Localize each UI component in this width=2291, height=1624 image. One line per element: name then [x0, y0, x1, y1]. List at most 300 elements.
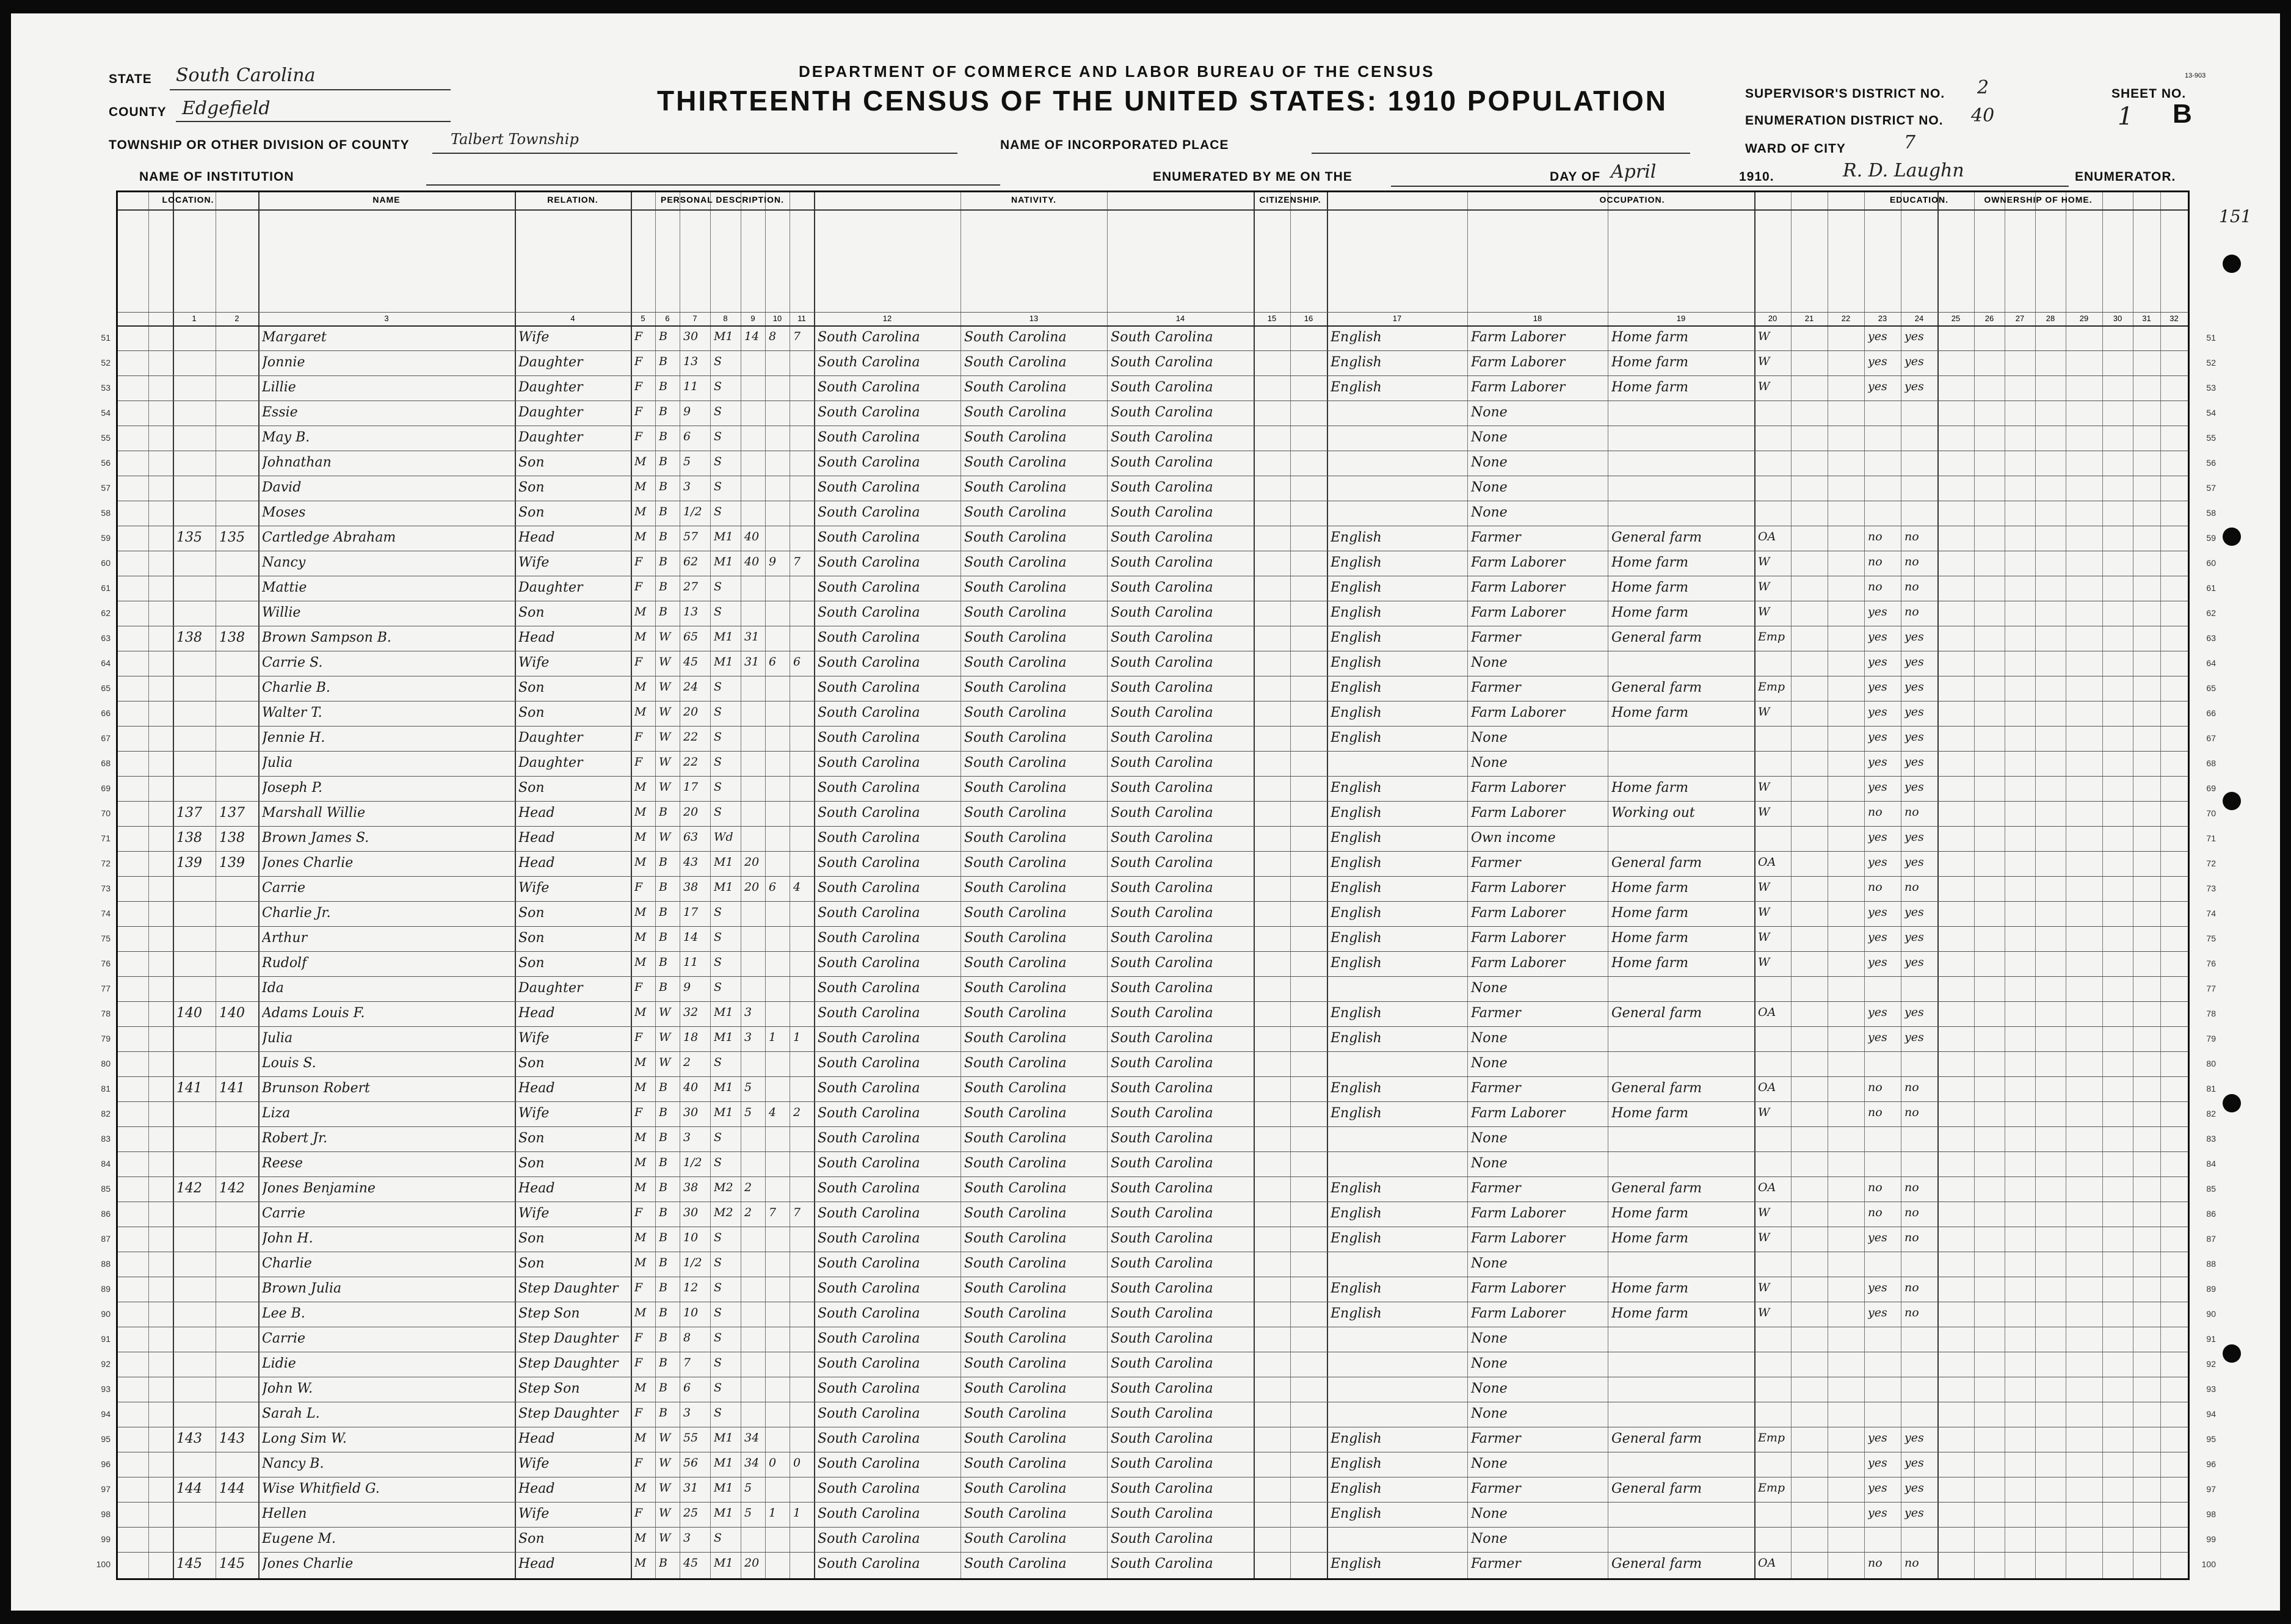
cell-yrs: 3 [744, 1006, 752, 1019]
cell-trade: None [1471, 1156, 1508, 1171]
cell-read: no [1868, 1106, 1883, 1119]
cell-sex: M [634, 1006, 647, 1019]
cell-read: no [1868, 580, 1883, 593]
cell-race: W [659, 680, 671, 694]
line-number: 54 [101, 408, 111, 418]
cell-pob: South Carolina [818, 505, 920, 520]
cell-race: B [659, 1131, 667, 1144]
cell-ind: General farm [1611, 1181, 1702, 1196]
cell-pob: South Carolina [818, 1406, 920, 1421]
cell-race: B [659, 1181, 667, 1194]
sheet-value: 1 [2118, 103, 2133, 131]
cell-mar: S [714, 405, 722, 418]
cell-pob: South Carolina [818, 981, 920, 996]
cell-trade: Farmer [1471, 1081, 1521, 1096]
cell-pob: South Carolina [818, 1106, 920, 1121]
line-number-right: 79 [2206, 1034, 2216, 1043]
cell-write: yes [1904, 705, 1924, 719]
column-number: 15 [1267, 314, 1277, 323]
cell-fam: 144 [219, 1481, 245, 1496]
cell-ind: Home farm [1611, 1206, 1688, 1221]
row-divider [118, 1076, 2188, 1077]
cell-race: W [659, 1481, 671, 1495]
cell-mar: S [714, 981, 722, 994]
cell-pob: South Carolina [818, 905, 920, 921]
cell-write: yes [1904, 1031, 1924, 1044]
line-number-right: 89 [2206, 1284, 2216, 1294]
cell-sex: M [634, 605, 647, 618]
cell-fam: 135 [219, 530, 245, 545]
cell-pobm: South Carolina [1111, 1181, 1213, 1196]
cell-race: B [659, 880, 667, 894]
cell-rel: Daughter [518, 355, 583, 370]
cell-read: no [1868, 1206, 1883, 1219]
sheet-label: SHEET NO. [2111, 87, 2187, 101]
cell-living: 1 [793, 1506, 801, 1520]
cell-pobf: South Carolina [964, 455, 1067, 470]
cell-rel: Daughter [518, 580, 583, 595]
line-number: 66 [101, 708, 111, 718]
cell-pobm: South Carolina [1111, 830, 1213, 846]
cell-rel: Wife [518, 1506, 550, 1521]
cell-age: 65 [683, 630, 699, 643]
cell-age: 7 [683, 1356, 691, 1369]
column-number: 24 [1914, 314, 1924, 323]
cell-write: no [1904, 580, 1919, 593]
row-divider [118, 1101, 2188, 1102]
cell-pobm: South Carolina [1111, 1081, 1213, 1096]
cell-sex: M [634, 1131, 647, 1144]
cell-pobm: South Carolina [1111, 981, 1213, 996]
cell-rel: Wife [518, 1031, 550, 1046]
cell-born: 6 [769, 655, 777, 669]
cell-mar: S [714, 1281, 722, 1294]
line-number-right: 95 [2206, 1434, 2216, 1444]
cell-write: yes [1904, 1456, 1924, 1470]
row-divider [118, 951, 2188, 952]
cell-mar: S [714, 505, 722, 518]
line-number-right: 55 [2206, 433, 2216, 443]
cell-emp: Emp [1758, 1431, 1785, 1445]
column-number: 11 [797, 314, 806, 323]
cell-pobf: South Carolina [964, 1431, 1067, 1446]
line-number-right: 80 [2206, 1059, 2216, 1068]
column-group-header: CITIZENSHIP. [1259, 195, 1321, 205]
cell-rel: Daughter [518, 405, 583, 420]
cell-pob: South Carolina [818, 830, 920, 846]
cell-race: B [659, 555, 667, 568]
cell-living: 1 [793, 1031, 801, 1044]
line-number: 77 [101, 984, 111, 993]
line-number: 53 [101, 383, 111, 393]
cell-trade: None [1471, 755, 1508, 770]
cell-name: May B. [262, 430, 310, 445]
cell-read: no [1868, 880, 1883, 894]
cell-age: 38 [683, 1181, 699, 1194]
line-number-right: 88 [2206, 1259, 2216, 1269]
cell-name: Jones Charlie [262, 855, 354, 871]
line-number: 92 [101, 1359, 111, 1369]
cell-pobm: South Carolina [1111, 630, 1213, 645]
cell-read: yes [1868, 605, 1887, 618]
column-number: 26 [1984, 314, 1994, 323]
cell-name: Marshall Willie [262, 805, 366, 821]
cell-fam: 142 [219, 1181, 245, 1196]
cell-mar: M2 [714, 1206, 733, 1219]
cell-pob: South Carolina [818, 430, 920, 445]
cell-born: 0 [769, 1456, 777, 1470]
cell-age: 57 [683, 530, 699, 543]
line-number-right: 100 [2201, 1559, 2216, 1569]
cell-ind: Home farm [1611, 380, 1688, 395]
cell-ind: Home farm [1611, 330, 1688, 345]
cell-name: Margaret [262, 330, 327, 345]
cell-lang: English [1331, 1231, 1382, 1246]
county-value: Edgefield [182, 98, 270, 119]
column-number: 31 [2142, 314, 2151, 323]
cell-race: B [659, 1081, 667, 1094]
cell-yrs: 3 [744, 1031, 752, 1044]
column-number: 21 [1804, 314, 1814, 323]
cell-trade: Farmer [1471, 530, 1521, 545]
line-number: 67 [101, 733, 111, 743]
column-number: 5 [641, 314, 645, 323]
cell-lang: English [1331, 1081, 1382, 1096]
cell-age: 55 [683, 1431, 699, 1445]
cell-sex: M [634, 505, 647, 518]
cell-age: 25 [683, 1506, 699, 1520]
cell-write: yes [1904, 655, 1924, 669]
institution-underline [426, 184, 1000, 186]
line-number: 99 [101, 1534, 111, 1544]
cell-lang: English [1331, 630, 1382, 645]
cell-read: no [1868, 805, 1883, 819]
cell-name: Charlie Jr. [262, 905, 331, 921]
cell-sex: F [634, 405, 643, 418]
cell-lang: English [1331, 780, 1382, 796]
cell-dw: 138 [176, 830, 202, 846]
cell-pob: South Carolina [818, 530, 920, 545]
cell-pob: South Carolina [818, 1431, 920, 1446]
cell-write: yes [1904, 380, 1924, 393]
column-number: 13 [1029, 314, 1039, 323]
cell-lang: English [1331, 1506, 1382, 1521]
line-number-right: 81 [2206, 1084, 2216, 1093]
cell-age: 9 [683, 405, 691, 418]
cell-trade: Farmer [1471, 1556, 1521, 1571]
cell-write: no [1904, 1206, 1919, 1219]
cell-name: Charlie B. [262, 680, 330, 695]
column-number: 3 [384, 314, 389, 323]
cell-read: yes [1868, 830, 1887, 844]
cell-write: yes [1904, 905, 1924, 919]
cell-born: 8 [769, 330, 777, 343]
township-underline [432, 153, 957, 154]
cell-pob: South Carolina [818, 955, 920, 971]
cell-pobf: South Carolina [964, 705, 1067, 720]
cell-yrs: 20 [744, 1556, 760, 1570]
cell-lang: English [1331, 955, 1382, 971]
cell-race: B [659, 855, 667, 869]
line-number: 61 [101, 583, 111, 593]
cell-pob: South Carolina [818, 480, 920, 495]
line-number-right: 68 [2206, 758, 2216, 768]
column-number: 16 [1304, 314, 1313, 323]
column-group-header: PERSONAL DESCRIPTION. [661, 195, 784, 205]
cell-rel: Step Daughter [518, 1331, 619, 1346]
cell-name: Julia [262, 755, 293, 770]
cell-pob: South Carolina [818, 405, 920, 420]
cell-name: Cartledge Abraham [262, 530, 396, 545]
census-table [96, 190, 2216, 1580]
cell-age: 30 [683, 1106, 699, 1119]
line-number: 58 [101, 508, 111, 518]
cell-rel: Son [518, 1156, 545, 1171]
cell-age: 3 [683, 480, 691, 493]
cell-name: Julia [262, 1031, 293, 1046]
line-number-right: 92 [2206, 1359, 2216, 1369]
cell-write: yes [1904, 780, 1924, 794]
column-number: 30 [2113, 314, 2122, 323]
line-number-right: 90 [2206, 1309, 2216, 1319]
cell-lang: English [1331, 1556, 1382, 1571]
cell-trade: None [1471, 505, 1508, 520]
line-number: 80 [101, 1059, 111, 1068]
cell-race: B [659, 955, 667, 969]
cell-trade: None [1471, 1331, 1508, 1346]
cell-sex: F [634, 555, 643, 568]
cell-lang: English [1331, 1206, 1382, 1221]
cell-pobm: South Carolina [1111, 405, 1213, 420]
cell-pobm: South Carolina [1111, 1481, 1213, 1496]
column-group-header: LOCATION. [162, 195, 214, 205]
cell-pob: South Carolina [818, 1031, 920, 1046]
cell-age: 63 [683, 830, 699, 844]
cell-age: 1/2 [683, 1256, 702, 1269]
cell-sex: M [634, 905, 647, 919]
cell-sex: M [634, 1431, 647, 1445]
cell-mar: S [714, 955, 722, 969]
cell-rel: Wife [518, 1106, 550, 1121]
row-divider [118, 776, 2188, 777]
cell-rel: Step Daughter [518, 1356, 619, 1371]
cell-race: W [659, 1031, 671, 1044]
cell-lang: English [1331, 1306, 1382, 1321]
cell-read: yes [1868, 755, 1887, 769]
cell-trade: Farm Laborer [1471, 1281, 1566, 1296]
cell-ind: Home farm [1611, 1281, 1688, 1296]
cell-read: yes [1868, 930, 1887, 944]
cell-emp: W [1758, 930, 1770, 944]
township-label: TOWNSHIP OR OTHER DIVISION OF COUNTY [109, 138, 410, 152]
cell-pobf: South Carolina [964, 1481, 1067, 1496]
cell-name: Carrie [262, 1331, 306, 1346]
cell-race: W [659, 655, 671, 669]
column-number: 12 [882, 314, 892, 323]
cell-pob: South Carolina [818, 455, 920, 470]
cell-name: Essie [262, 405, 298, 420]
cell-trade: Farm Laborer [1471, 580, 1566, 595]
cell-race: B [659, 1281, 667, 1294]
place-label: NAME OF INCORPORATED PLACE [1000, 138, 1229, 152]
cell-mar: M1 [714, 1431, 733, 1445]
cell-read: yes [1868, 1281, 1887, 1294]
cell-trade: None [1471, 1406, 1508, 1421]
cell-race: B [659, 355, 667, 368]
cell-write: yes [1904, 1006, 1924, 1019]
cell-write: no [1904, 1181, 1919, 1194]
cell-write: yes [1904, 1481, 1924, 1495]
cell-pobf: South Carolina [964, 1031, 1067, 1046]
cell-mar: S [714, 355, 722, 368]
cell-mar: S [714, 580, 722, 593]
census-title: THIRTEENTH CENSUS OF THE UNITED STATES: 1910 POPULATION [657, 85, 1668, 117]
cell-lang: English [1331, 705, 1382, 720]
cell-rel: Step Daughter [518, 1406, 619, 1421]
header-bottom-line [118, 325, 2188, 327]
line-number: 65 [101, 683, 111, 693]
cell-lang: English [1331, 830, 1382, 846]
cell-read: yes [1868, 630, 1887, 643]
cell-lang: English [1331, 905, 1382, 921]
column-number: 10 [772, 314, 782, 323]
cell-mar: M1 [714, 855, 733, 869]
cell-read: no [1868, 555, 1883, 568]
cell-trade: None [1471, 655, 1508, 670]
cell-rel: Step Son [518, 1381, 580, 1396]
line-number-right: 96 [2206, 1459, 2216, 1469]
cell-mar: M1 [714, 1481, 733, 1495]
cell-pobm: South Carolina [1111, 680, 1213, 695]
cell-write: yes [1904, 1431, 1924, 1445]
line-number: 83 [101, 1134, 111, 1144]
cell-trade: None [1471, 1131, 1508, 1146]
cell-dw: 135 [176, 530, 202, 545]
cell-emp: W [1758, 1306, 1770, 1319]
cell-name: Brown Sampson B. [262, 630, 391, 645]
cell-pobf: South Carolina [964, 1006, 1067, 1021]
cell-pob: South Carolina [818, 755, 920, 770]
column-number: 1 [192, 314, 197, 323]
cell-write: no [1904, 1556, 1919, 1570]
cell-emp: W [1758, 555, 1770, 568]
cell-name: Hellen [262, 1506, 307, 1521]
cell-sex: M [634, 1081, 647, 1094]
cell-age: 17 [683, 905, 699, 919]
cell-trade: None [1471, 730, 1508, 745]
cell-ind: Home farm [1611, 1106, 1688, 1121]
cell-ind: Home farm [1611, 780, 1688, 796]
line-number: 73 [101, 883, 111, 893]
cell-mar: S [714, 1356, 722, 1369]
cell-pobm: South Carolina [1111, 430, 1213, 445]
cell-pobm: South Carolina [1111, 780, 1213, 796]
cell-emp: W [1758, 605, 1770, 618]
cell-pobm: South Carolina [1111, 1106, 1213, 1121]
cell-sex: F [634, 330, 643, 343]
cell-pobf: South Carolina [964, 605, 1067, 620]
cell-yrs: 2 [744, 1181, 752, 1194]
cell-pob: South Carolina [818, 1481, 920, 1496]
cell-age: 10 [683, 1231, 699, 1244]
cell-lang: English [1331, 1281, 1382, 1296]
cell-yrs: 5 [744, 1081, 752, 1094]
cell-living: 6 [793, 655, 801, 669]
cell-born: 6 [769, 880, 777, 894]
cell-sex: F [634, 1281, 643, 1294]
cell-rel: Head [518, 630, 555, 645]
cell-trade: None [1471, 981, 1508, 996]
cell-pob: South Carolina [818, 1556, 920, 1571]
cell-pobm: South Carolina [1111, 705, 1213, 720]
cell-pobm: South Carolina [1111, 555, 1213, 570]
row-divider [118, 1527, 2188, 1528]
cell-emp: OA [1758, 1081, 1776, 1094]
cell-pobm: South Carolina [1111, 1306, 1213, 1321]
cell-dw: 144 [176, 1481, 202, 1496]
cell-emp: W [1758, 1206, 1770, 1219]
cell-mar: S [714, 1406, 722, 1419]
cell-ind: Home farm [1611, 930, 1688, 946]
cell-pob: South Carolina [818, 1281, 920, 1296]
cell-dw: 137 [176, 805, 202, 821]
cell-sex: M [634, 680, 647, 694]
cell-trade: None [1471, 405, 1508, 420]
line-number-right: 72 [2206, 858, 2216, 868]
cell-pobf: South Carolina [964, 405, 1067, 420]
cell-mar: S [714, 455, 722, 468]
cell-rel: Head [518, 1556, 555, 1571]
cell-fam: 138 [219, 630, 245, 645]
cell-dw: 145 [176, 1556, 202, 1571]
cell-race: B [659, 1156, 667, 1169]
cell-write: no [1904, 530, 1919, 543]
column-number: 19 [1676, 314, 1686, 323]
cell-pob: South Carolina [818, 880, 920, 896]
cell-pob: South Carolina [818, 680, 920, 695]
cell-mar: S [714, 1056, 722, 1069]
cell-sex: M [634, 480, 647, 493]
cell-mar: S [714, 1306, 722, 1319]
cell-emp: W [1758, 355, 1770, 368]
cell-sex: M [634, 930, 647, 944]
cell-dw: 143 [176, 1431, 202, 1446]
cell-ind: Home farm [1611, 955, 1688, 971]
cell-race: W [659, 1506, 671, 1520]
cell-sex: F [634, 1031, 643, 1044]
cell-sex: M [634, 705, 647, 719]
cell-read: yes [1868, 380, 1887, 393]
cell-mar: S [714, 905, 722, 919]
cell-mar: S [714, 805, 722, 819]
cell-lang: English [1331, 380, 1382, 395]
cell-rel: Head [518, 855, 555, 871]
cell-age: 18 [683, 1031, 699, 1044]
cell-age: 13 [683, 605, 699, 618]
row-divider [118, 1051, 2188, 1052]
cell-name: Carrie S. [262, 655, 323, 670]
column-number: 25 [1951, 314, 1961, 323]
cell-emp: OA [1758, 1556, 1776, 1570]
cell-read: yes [1868, 655, 1887, 669]
cell-sex: M [634, 830, 647, 844]
line-number-right: 91 [2206, 1334, 2216, 1344]
cell-pobm: South Carolina [1111, 1231, 1213, 1246]
cell-trade: Farm Laborer [1471, 380, 1566, 395]
cell-lang: English [1331, 555, 1382, 570]
cell-trade: None [1471, 1381, 1508, 1396]
cell-pobf: South Carolina [964, 330, 1067, 345]
